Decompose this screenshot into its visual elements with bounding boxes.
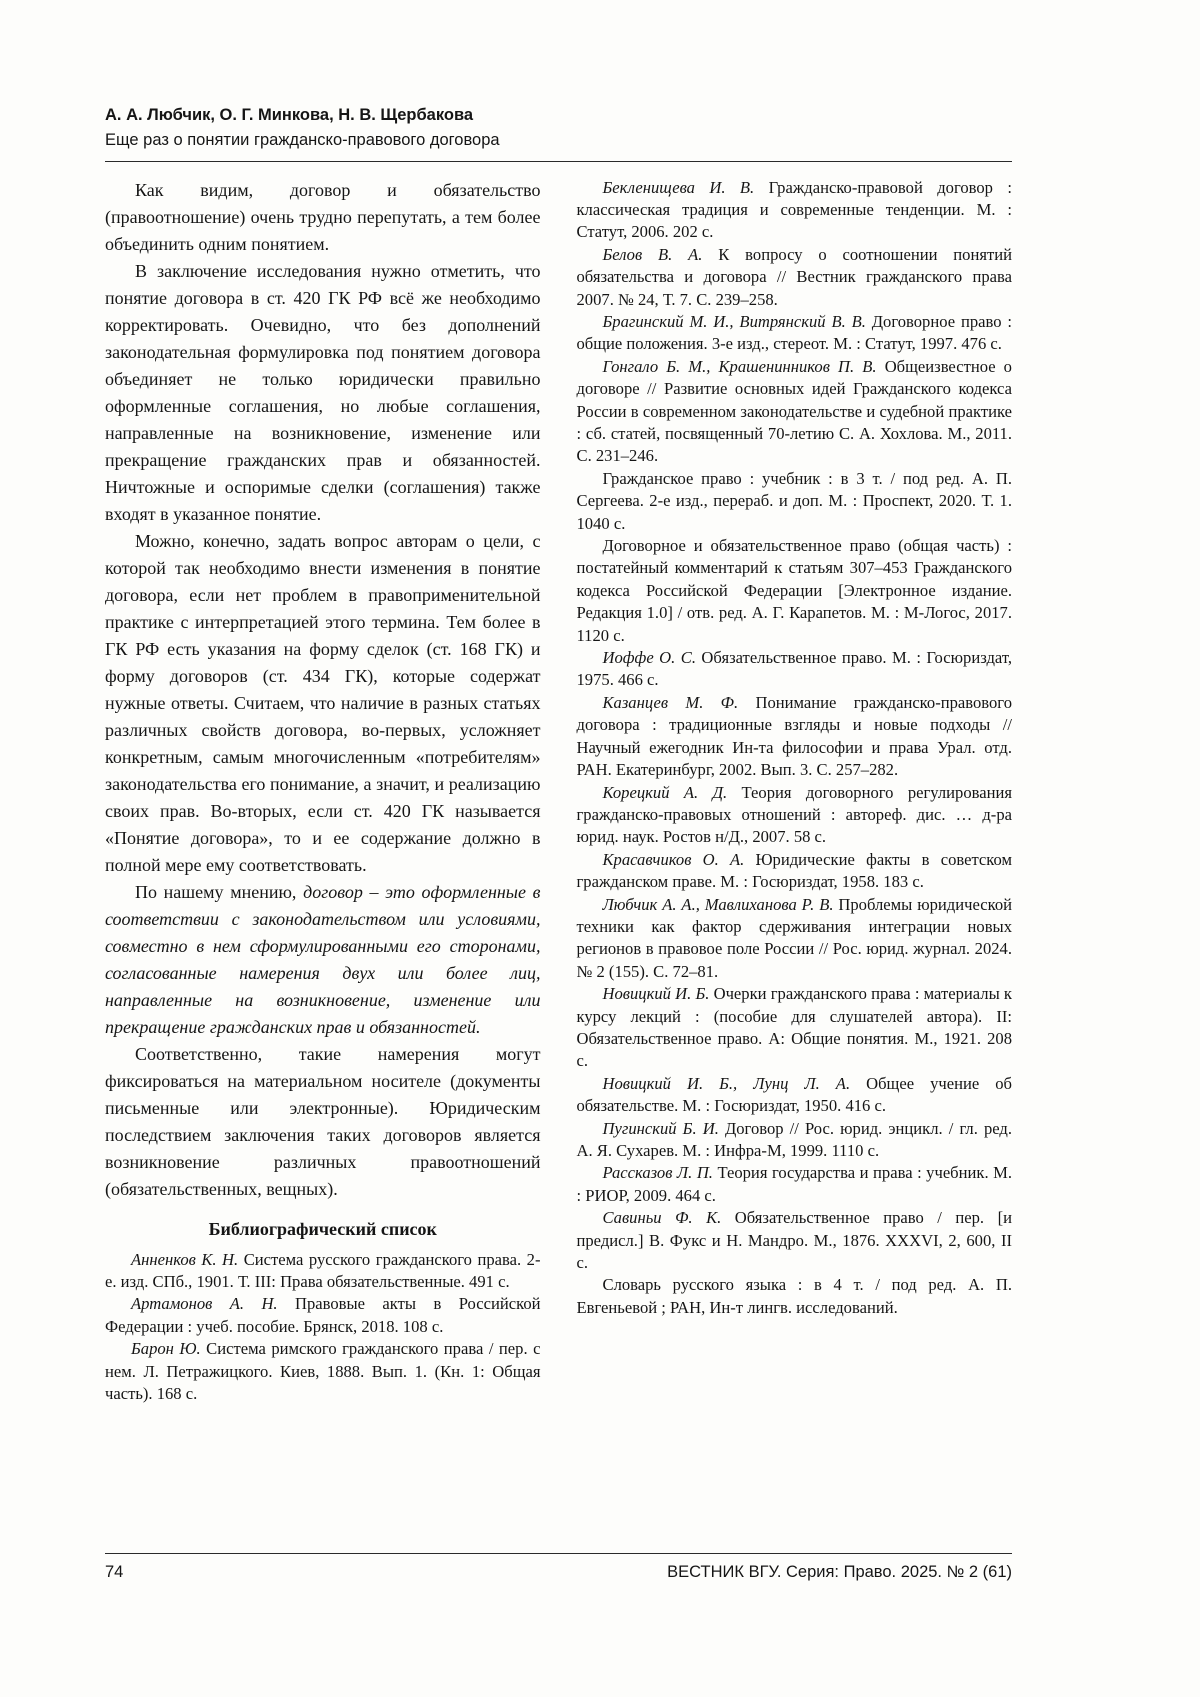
bib-entry	[577, 244, 1013, 311]
page-footer	[105, 1553, 1012, 1582]
bib-author: Гонгало Б. М., Крашенинников П. В.	[602, 356, 877, 376]
bib-author: Брагинский М. И., Витрянский В. В.	[602, 311, 866, 331]
bib-text: Договор // Рос. юрид. энцикл. / гл. ред. А. Я. Сухарев. М. : Инфра-М, 1999. 1110 с.	[576, 1118, 1012, 1160]
bib-entry	[105, 1338, 541, 1405]
header-authors: А. А. Любчик, О. Г. Минкова, Н. В. Щербакова	[105, 106, 474, 124]
running-header	[105, 104, 1012, 162]
body-paragraph: Как видим, договор и обязательство (правоотношение) очень трудно перепутать, а тем более объединить одним понятием.	[105, 179, 541, 254]
bib-text: Теория государства и права : учебник. М. : РИОР, 2009. 464 с.	[576, 1163, 1013, 1205]
bib-author: Корецкий А. Д.	[602, 782, 728, 802]
bib-entry	[577, 692, 1013, 782]
bib-author: Барон Ю.	[131, 1339, 201, 1359]
left-column	[105, 177, 541, 1406]
bib-text: Договорное право : общие положения. 3-е изд., стереот. М. : Статут, 1997. 476 с.	[576, 311, 1012, 354]
thesis-paragraph	[105, 879, 541, 1041]
bib-text: Словарь русского языка : в 4 т. / под ред. А. П. Евгеньевой ; РАН, Ин-т лингв. исследований.	[576, 1275, 1012, 1317]
bib-author: Любчик А. А., Мавлиханова Р. В.	[602, 894, 834, 914]
bib-text: Обязательственное право / пер. [и предисл.] В. Фукс и Н. Мандро. М., 1876. XXXVI, 2, 600, II с.	[576, 1208, 1012, 1273]
bib-entry	[577, 1162, 1013, 1207]
bib-author: Савиньи Ф. К.	[602, 1208, 722, 1228]
bib-text: Обязательственное право. М. : Госюриздат, 1975. 466 с.	[576, 648, 1012, 690]
bib-text: Общее учение об обязательстве. М. : Госюриздат, 1950. 416 с.	[576, 1073, 1012, 1116]
bib-text: Договорное и обязательственное право (общая часть) : постатейный комментарий к статьям 307–453 Гражданского кодекса Российской Федерации [Электронное издание. Редакция 1.0] / отв. ред. А. Г. Карапетов. М. : М-Логос, 2017. 1120 с.	[576, 536, 1012, 645]
bib-text: Система русского гражданского права. 2-е. изд. СПб., 1901. Т. III: Права обязательственные. 491 с.	[105, 1249, 541, 1291]
bib-author: Анненков К. Н.	[131, 1249, 239, 1269]
bib-author: Белов В. А.	[602, 244, 703, 264]
page-number: 74	[105, 1563, 124, 1581]
bib-author: Красавчиков О. А.	[602, 849, 745, 869]
bib-author: Пугинский Б. И.	[602, 1118, 719, 1138]
thesis-lead: По нашему мнению,	[135, 881, 304, 902]
bib-text: Общеизвестное о договоре // Развитие основных идей Гражданского кодекса России в современном законодательстве и судебной практике : сб. статей, посвященный 70-летию С. А. Хохлова. М., 2011. С. 231–246.	[576, 356, 1012, 466]
bib-author: Артамонов А. Н.	[131, 1294, 278, 1314]
bib-entry	[577, 535, 1013, 647]
bib-text: Теория договорного регулирования гражданско-правовых отношений : автореф. дис. … д-ра юрид. наук. Ростов н/Д., 2007. 58 с.	[576, 782, 1012, 847]
bib-entry	[577, 468, 1013, 535]
right-column	[577, 177, 1013, 1406]
bib-entry	[577, 1118, 1013, 1163]
bib-entry	[577, 311, 1013, 356]
bib-entry	[577, 356, 1013, 468]
bib-entry	[577, 983, 1013, 1073]
bib-entry	[577, 1073, 1013, 1118]
bib-text: Юридические факты в советском гражданском праве. М. : Госюриздат, 1958. 183 с.	[576, 849, 1012, 892]
bib-text: Гражданское право : учебник : в 3 т. / под ред. А. П. Сергеева. 2-е изд., перераб. и доп. М. : Проспект, 2020. Т. 1. 1040 с.	[576, 468, 1012, 533]
bib-text: Очерки гражданского права : материалы к курсу лекций : (пособие для слушателей автора). II: Обязательственное право. А: Общие понятия. М., 1921. 208 с.	[576, 984, 1012, 1071]
bib-entry	[577, 647, 1013, 692]
bib-author: Рассказов Л. П.	[602, 1163, 713, 1183]
bib-author: Новицкий И. Б.	[602, 984, 710, 1004]
bib-entry	[577, 177, 1013, 244]
body-paragraph: Можно, конечно, задать вопрос авторам о цели, с которой так необходимо внести изменения в понятие договора, если нет проблем в правоприменительной практике с интерпретацией этого термина. Тем более в ГК РФ есть указания на форму сделок (ст. 168 ГК) и форму договоров (ст. 434 ГК), которые содержат нужные ответы. Считаем, что наличие в разных статьях различных свойств договора, во-первых, усложняет конкретным, самым многочисленным «потребителям» законодательства его понимание, а значит, и реализацию своих прав. Во-вторых, если ст. 420 ГК называется «Понятие договора», то и ее содержание должно в полной мере ему соответствовать.	[105, 530, 541, 875]
bib-text: Система римского гражданского права / пер. с нем. Л. Петражицкого. Киев, 1888. Вып. 1. (Кн. 1: Общая часть). 168 с.	[105, 1339, 541, 1403]
bibliography-heading: Библиографический список	[208, 1218, 437, 1239]
bib-entry	[577, 1207, 1013, 1274]
bib-text: К вопросу о соотношении понятий обязательства и договора // Вестник гражданского права 2007. № 24, Т. 7. С. 239–258.	[576, 244, 1012, 309]
bib-entry	[577, 782, 1013, 849]
header-rule	[105, 161, 1012, 162]
bib-author: Казанцев М. Ф.	[602, 692, 739, 712]
thesis-italic: договор – это оформленные в соответствии с законодательством или условиями, совместно в нем сформулированными его сторонами, согласованные намерения двух или более лиц, направленные на возникновение, изменение или прекращение гражданских прав и обязанностей.	[105, 881, 541, 1037]
bib-entry	[577, 894, 1013, 984]
body-paragraph: В заключение исследования нужно отметить, что понятие договора в ст. 420 ГК РФ всё же необходимо корректировать. Очевидно, что без дополнений законодательная формулировка под понятием договора объединяет не только юридически правильно оформленные соглашения, но любые соглашения, направленные на возникновение, изменение или прекращение гражданских прав и обязанностей. Ничтожные и оспоримые сделки (соглашения) также входят в указанное понятие.	[105, 260, 541, 524]
bib-entry	[577, 849, 1013, 894]
bib-author: Бекленищева И. В.	[602, 177, 755, 197]
bib-text: Правовые акты в Российской Федерации : учеб. пособие. Брянск, 2018. 108 с.	[105, 1294, 541, 1336]
bib-text: Гражданско-правовой договор : классическая традиция и современные тенденции. М. : Статут, 2006. 202 с.	[576, 177, 1012, 242]
bib-text: Проблемы юридической техники как фактор сдерживания интеграции новых регионов в правовое поле России // Рос. юрид. журнал. 2024. № 2 (155). С. 72–81.	[576, 894, 1012, 981]
journal-line: ВЕСТНИК ВГУ. Серия: Право. 2025. № 2 (61)	[667, 1563, 1012, 1581]
footer-rule	[105, 1553, 1012, 1554]
body-paragraph: Соответственно, такие намерения могут фиксироваться на материальном носителе (документы письменные или электронные). Юридическим последствием заключения таких договоров является возникновение различных правоотношений (обязательственных, вещных).	[105, 1043, 541, 1199]
bib-author: Иоффе О. С.	[602, 648, 696, 668]
page-body	[105, 177, 1012, 1406]
bib-entry	[105, 1249, 541, 1294]
header-article-title: Еще раз о понятии гражданско-правового договора	[105, 131, 500, 150]
bib-entry	[577, 1274, 1013, 1319]
bib-entry	[105, 1293, 541, 1338]
bib-author: Новицкий И. Б., Лунц Л. А.	[602, 1073, 851, 1093]
bib-text: Понимание гражданско-правового договора : традиционные взгляды и новые подходы // Научный ежегодник Ин-та философии и права Урал. отд. РАН. Екатеринбург, 2002. Вып. 3. С. 257–282.	[576, 692, 1012, 780]
